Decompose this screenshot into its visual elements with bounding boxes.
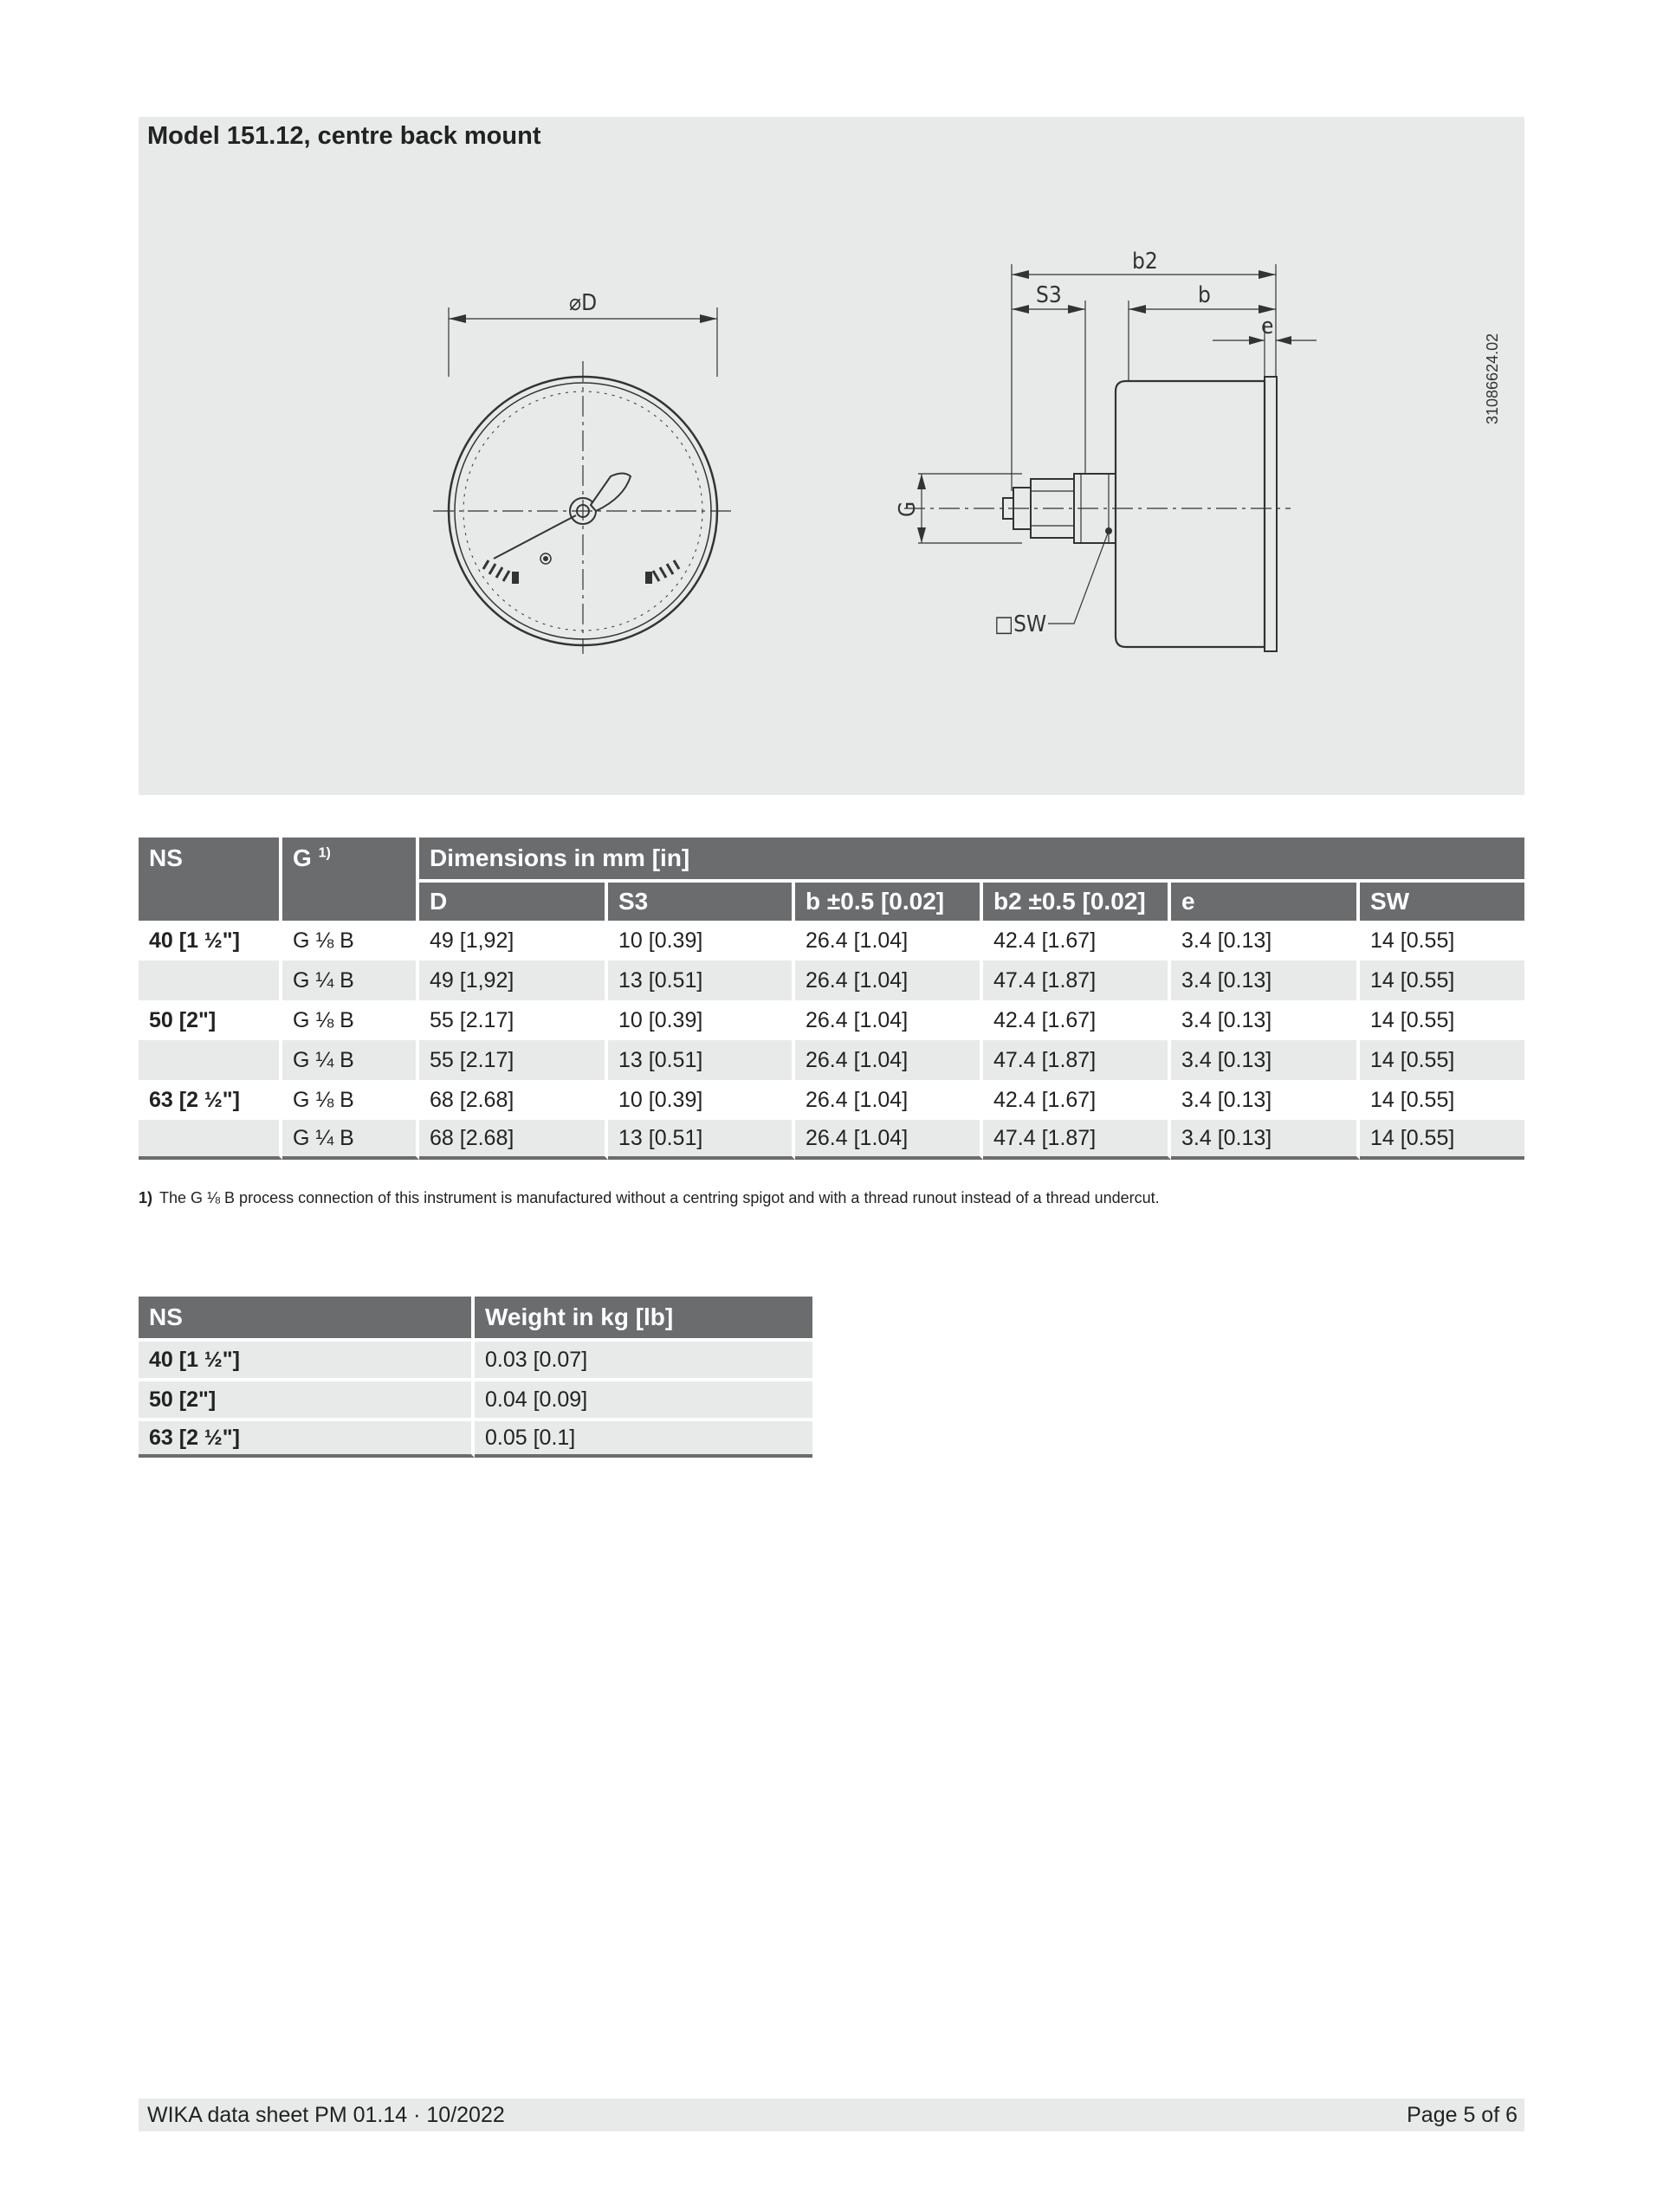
cell-g: G ⅛ B bbox=[282, 1080, 419, 1120]
cell-d: 49 [1,92] bbox=[419, 960, 608, 1000]
label-s3: S3 bbox=[1036, 282, 1062, 308]
cell-s3: 13 [0.51] bbox=[608, 1120, 795, 1160]
cell-ns: 63 [2 ½"] bbox=[139, 1418, 475, 1458]
col-group-dimensions: Dimensions in mm [in] bbox=[419, 838, 1524, 879]
cell-ns bbox=[139, 960, 282, 1000]
weight-table bbox=[139, 1297, 812, 1458]
col-b2: b2 ±0.5 [0.02] bbox=[983, 879, 1171, 921]
footnote-ref: 1) bbox=[318, 845, 331, 861]
cell-ns bbox=[139, 1040, 282, 1080]
footnote-marker: 1) bbox=[139, 1189, 153, 1206]
cell-e: 3.4 [0.13] bbox=[1171, 1040, 1360, 1080]
table-row bbox=[139, 1040, 1524, 1080]
cell-b2: 42.4 [1.67] bbox=[983, 1000, 1171, 1040]
table-row bbox=[139, 1080, 1524, 1120]
cell-d: 55 [2.17] bbox=[419, 1000, 608, 1040]
col-g: G $^{1)}$ bbox=[282, 838, 419, 921]
cell-ns: 40 [1 ½"] bbox=[139, 1338, 475, 1378]
cell-d: 49 [1,92] bbox=[419, 921, 608, 960]
cell-ns: 50 [2"] bbox=[139, 1000, 282, 1040]
cell-g: G ⅛ B bbox=[282, 921, 419, 960]
col-ns: NS bbox=[139, 838, 282, 921]
cell-sw: 14 [0.55] bbox=[1360, 1120, 1524, 1160]
table-row bbox=[139, 1000, 1524, 1040]
cell-e: 3.4 [0.13] bbox=[1171, 960, 1360, 1000]
cell-sw: 14 [0.55] bbox=[1360, 1000, 1524, 1040]
cell-b2: 47.4 [1.87] bbox=[983, 960, 1171, 1000]
table-row bbox=[139, 960, 1524, 1000]
cell-e: 3.4 [0.13] bbox=[1171, 1120, 1360, 1160]
col-e: e bbox=[1171, 879, 1360, 921]
label-b: b bbox=[1198, 282, 1211, 308]
col-b: b ±0.5 [0.02] bbox=[795, 879, 983, 921]
cell-ns: 40 [1 ½"] bbox=[139, 921, 282, 960]
footnote-text: The G ⅛ B process connection of this instrument is manufactured without a centring spigot and with a thread runout instead of a thread undercut. bbox=[159, 1189, 1160, 1206]
table-row bbox=[139, 1418, 812, 1458]
cell-d: 68 [2.68] bbox=[419, 1120, 608, 1160]
col-sw: SW bbox=[1360, 879, 1524, 921]
label-e: e bbox=[1261, 314, 1274, 340]
cell-sw: 14 [0.55] bbox=[1360, 1040, 1524, 1080]
technical-drawing-panel bbox=[139, 117, 1524, 795]
cell-d: 55 [2.17] bbox=[419, 1040, 608, 1080]
cell-ns bbox=[139, 1120, 282, 1160]
label-g: G bbox=[895, 501, 921, 517]
label-sw: □SW bbox=[994, 611, 1047, 637]
cell-b2: 42.4 [1.67] bbox=[983, 921, 1171, 960]
col-ns: NS bbox=[139, 1297, 475, 1338]
cell-b2: 47.4 [1.87] bbox=[983, 1040, 1171, 1080]
footnote bbox=[139, 1189, 1160, 1207]
cell-s3: 13 [0.51] bbox=[608, 960, 795, 1000]
cell-e: 3.4 [0.13] bbox=[1171, 1080, 1360, 1120]
cell-ns: 63 [2 ½"] bbox=[139, 1080, 282, 1120]
footer-page-number: Page 5 of 6 bbox=[1407, 2103, 1517, 2127]
footer-doc-ref: WIKA data sheet PM 01.14 · 10/2022 bbox=[147, 2103, 505, 2127]
cell-s3: 10 [0.39] bbox=[608, 1080, 795, 1120]
cell-d: 68 [2.68] bbox=[419, 1080, 608, 1120]
cell-b: 26.4 [1.04] bbox=[795, 960, 983, 1000]
cell-b: 26.4 [1.04] bbox=[795, 1080, 983, 1120]
cell-sw: 14 [0.55] bbox=[1360, 921, 1524, 960]
table-row bbox=[139, 1120, 1524, 1160]
gauge-drawing bbox=[139, 117, 1524, 795]
cell-weight: 0.03 [0.07] bbox=[475, 1338, 812, 1378]
cell-s3: 13 [0.51] bbox=[608, 1040, 795, 1080]
cell-weight: 0.04 [0.09] bbox=[475, 1378, 812, 1418]
col-s3: S3 bbox=[608, 879, 795, 921]
table-row bbox=[139, 921, 1524, 960]
cell-b: 26.4 [1.04] bbox=[795, 1040, 983, 1080]
cell-g: G ¼ B bbox=[282, 960, 419, 1000]
table-row bbox=[139, 1378, 812, 1418]
cell-g: G ¼ B bbox=[282, 1040, 419, 1080]
cell-e: 3.4 [0.13] bbox=[1171, 921, 1360, 960]
cell-sw: 14 [0.55] bbox=[1360, 960, 1524, 1000]
label-b2: b2 bbox=[1132, 249, 1158, 275]
cell-g: G ⅛ B bbox=[282, 1000, 419, 1040]
cell-b2: 47.4 [1.87] bbox=[983, 1120, 1171, 1160]
gauge-front-view bbox=[433, 307, 733, 654]
cell-sw: 14 [0.55] bbox=[1360, 1080, 1524, 1120]
cell-e: 3.4 [0.13] bbox=[1171, 1000, 1360, 1040]
label-diameter: ⌀D bbox=[569, 290, 598, 316]
col-d: D bbox=[419, 879, 608, 921]
figure-title: Model 151.12, centre back mount bbox=[147, 122, 541, 150]
cell-s3: 10 [0.39] bbox=[608, 1000, 795, 1040]
table-row bbox=[139, 1338, 812, 1378]
cell-weight: 0.05 [0.1] bbox=[475, 1418, 812, 1458]
cell-b: 26.4 [1.04] bbox=[795, 1120, 983, 1160]
dimensions-table bbox=[139, 838, 1524, 1160]
gauge-side-view bbox=[904, 264, 1317, 651]
cell-b: 26.4 [1.04] bbox=[795, 1000, 983, 1040]
cell-ns: 50 [2"] bbox=[139, 1378, 475, 1418]
drawing-id: 31086624.02 bbox=[1484, 333, 1501, 424]
page-footer bbox=[139, 2099, 1524, 2131]
cell-s3: 10 [0.39] bbox=[608, 921, 795, 960]
cell-b: 26.4 [1.04] bbox=[795, 921, 983, 960]
cell-g: G ¼ B bbox=[282, 1120, 419, 1160]
cell-b2: 42.4 [1.67] bbox=[983, 1080, 1171, 1120]
col-weight: Weight in kg [lb] bbox=[475, 1297, 812, 1338]
